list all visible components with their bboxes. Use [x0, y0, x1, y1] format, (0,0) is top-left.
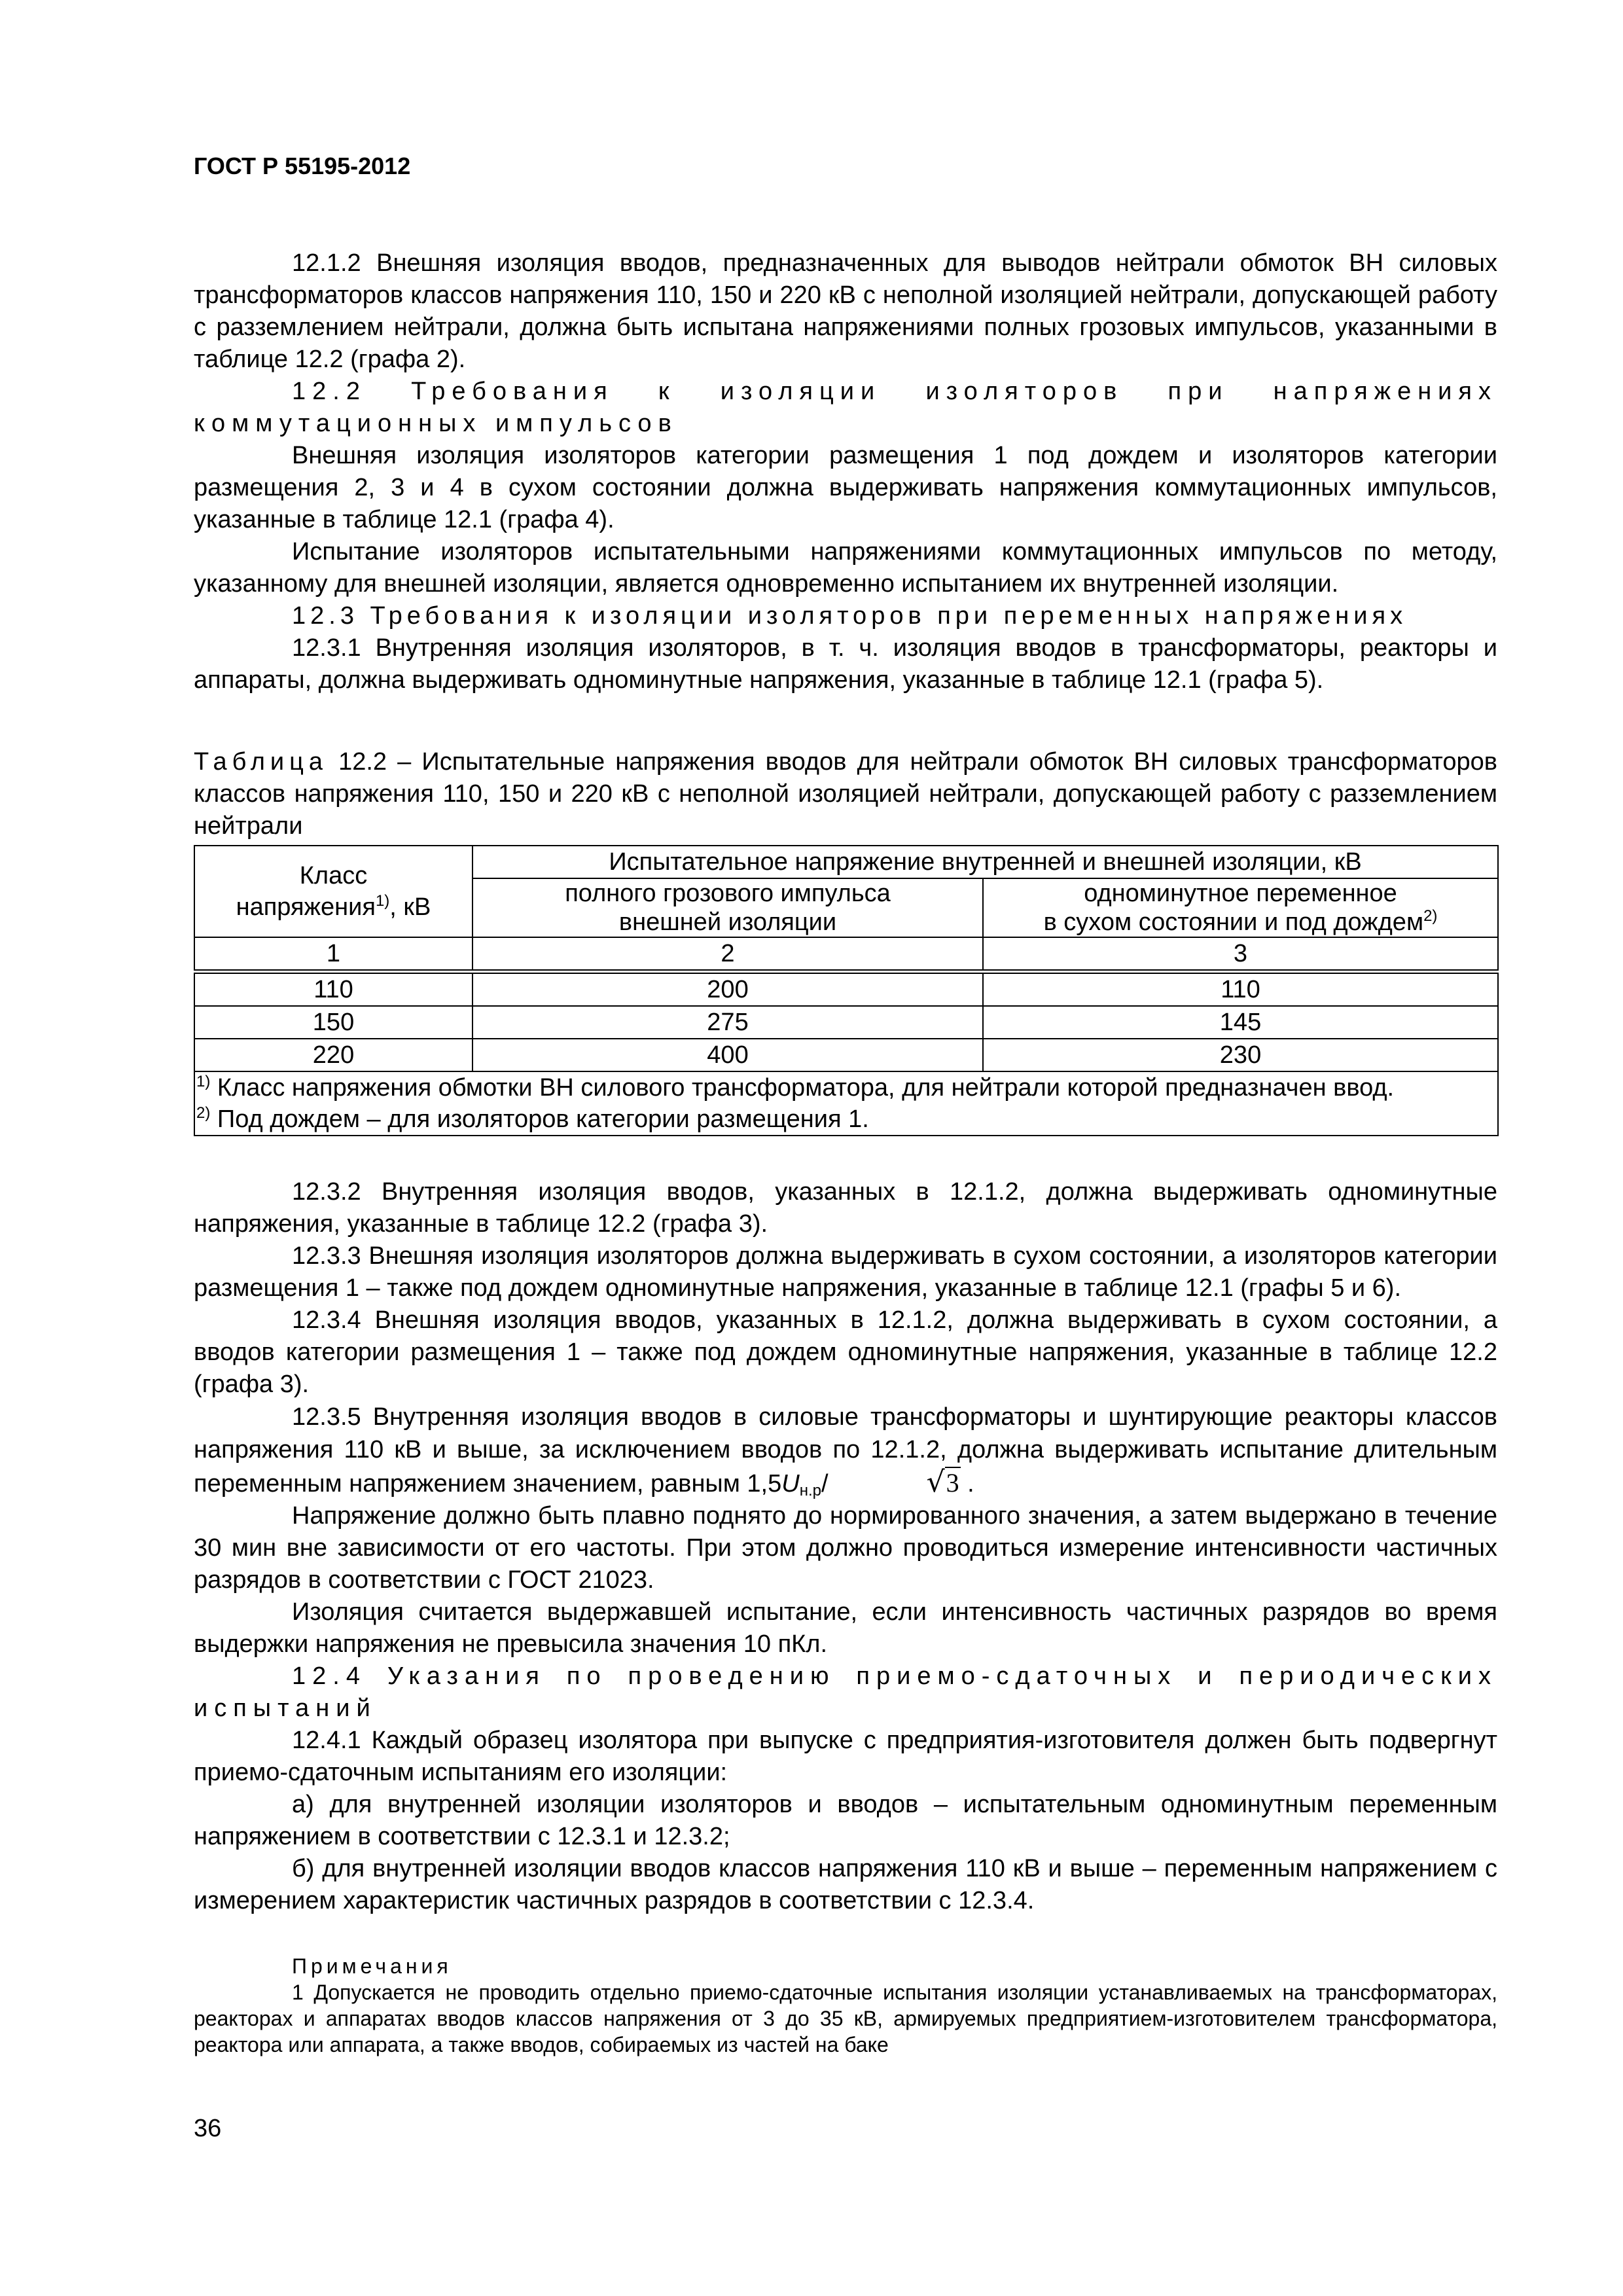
column-number: 2 — [473, 937, 983, 972]
square-root-formula: √3 — [926, 1465, 959, 1499]
col3-header — [983, 878, 1498, 937]
table-cell: 145 — [983, 1006, 1498, 1039]
paragraph-insulation-passed: Изоляция считается выдержавшей испытание, если интенсивность частичных разрядов во время выдержки напряжения не превысила значения 10 пКл. — [194, 1598, 1497, 1658]
notes-heading: Примечания — [292, 1954, 452, 1978]
voltage-subscript: н.р — [799, 1482, 821, 1499]
paragraph-12-3-5: 12.3.5 Внутренняя изоляция вводов в силовые трансформаторы и шунтирующие реакторы классов напряжения 110 кВ и выше, за исключением вводов по 12.1.2, должна выдерживать испытание длительным переменным напряжением значением, равным $1,5U_{н.р}/$ √3 . — [194, 1403, 1497, 1499]
col1-header-line1: Класс — [299, 862, 368, 889]
table-row — [194, 972, 1498, 1007]
paragraph-12-3-4: 12.3.4 Внешняя изоляция вводов, указанных в 12.1.2, должна выдерживать в сухом состоянии, а вводов категории размещения 1 – также под дождем одноминутные напряжения, указанные в таблице 12.2 (графа 3). — [194, 1306, 1497, 1398]
test-voltage-table — [194, 845, 1499, 1136]
paragraph-voltage-rise: Напряжение должно быть плавно поднято до нормированного значения, а затем выдержано в течение 30 мин вне зависимости от его частоты. При этом должно проводиться измерение интенсивности частичных разрядов в соответствии с ГОСТ 21023. — [194, 1502, 1497, 1594]
col2-header-line2: внешней изоляции — [618, 908, 837, 936]
table-row — [194, 1039, 1498, 1071]
notes-block — [194, 1953, 1497, 2058]
col1-header — [194, 846, 473, 937]
section-heading-12-3: 12.3 Требования к изоляции изоляторов при переменных напряжениях — [292, 602, 1408, 630]
table-cell: 200 — [473, 972, 983, 1007]
table-cell: 400 — [473, 1039, 983, 1071]
col3-header-line2: в сухом состоянии и под дождем — [1043, 908, 1424, 936]
col1-header-line2: напряжения — [236, 893, 376, 921]
table-footnote-2: $^{2)}$ Под дождем – для изоляторов категории размещения 1. — [196, 1104, 869, 1133]
column-number: 1 — [194, 937, 473, 972]
group-header: Испытательное напряжение внутренней и внешней изоляции, кВ — [473, 846, 1498, 878]
column-number: 3 — [983, 937, 1498, 972]
note-1: 1 Допускается не проводить отдельно приемо-сдаточные испытания изоляции устанавливаемых на трансформаторах, реакторах и аппаратах вводов классов напряжения от 3 до 35 кВ, армируемых предприятием-изготовителем трансформатора, реактора или аппарата, а также вводов, собираемых из частей на баке — [194, 1981, 1497, 2056]
page-number: 36 — [194, 2115, 222, 2142]
paragraph-12-4-1: 12.4.1 Каждый образец изолятора при выпуске с предприятия-изготовителя должен быть подвергнут приемо-сдаточным испытаниям его изоляции: — [194, 1727, 1497, 1786]
col2-header — [473, 878, 983, 937]
section-heading-12-4: 12.4 Указания по проведению приемо-сдаточных и периодических испытаний — [194, 1662, 1497, 1722]
table-footnote-1: $^{1)}$ Класс напряжения обмотки ВН силового трансформатора, для нейтрали которой предназначен ввод. — [196, 1073, 1395, 1102]
list-item-b: б) для внутренней изоляции вводов классов напряжения 110 кВ и выше – переменным напряжением с измерением характеристик частичных разрядов в соответствии с 12.3.4. — [194, 1855, 1497, 1914]
table-cell: 275 — [473, 1006, 983, 1039]
table-caption-label: Таблица — [194, 748, 328, 776]
document-header: ГОСТ Р 55195-2012 — [194, 152, 411, 179]
paragraph-external-insulation: Внешняя изоляция изоляторов категории размещения 1 под дождем и изоляторов категории размещения 2, 3 и 4 в сухом состоянии должна выдерживать напряжения коммутационных импульсов, указанные в таблице 12.1 (графа 4). — [194, 442, 1497, 533]
table-cell: 220 — [194, 1039, 473, 1071]
voltage-symbol: U — [781, 1470, 800, 1498]
table-footnotes — [194, 1071, 1498, 1136]
table-cell: 230 — [983, 1039, 1498, 1071]
list-item-a: а) для внутренней изоляции изоляторов и вводов – испытательным одноминутным переменным напряжением в соответствии с 12.3.1 и 12.3.2; — [194, 1791, 1497, 1850]
bottom-text-block — [194, 1176, 1497, 1917]
top-text-block — [194, 247, 1497, 696]
table-row — [194, 1006, 1498, 1039]
table-caption — [194, 746, 1497, 842]
paragraph-12-3-2: 12.3.2 Внутренняя изоляция вводов, указанных в 12.1.2, должна выдерживать одноминутные напряжения, указанные в таблице 12.2 (графа 3). — [194, 1178, 1497, 1238]
table-cell: 150 — [194, 1006, 473, 1039]
col2-header-line1: полного грозового импульса — [565, 880, 891, 907]
table-caption-text: 12.2 – Испытательные напряжения вводов для нейтрали обмоток ВН силовых трансформаторов классов напряжения 110, 150 и 220 кВ с неполной изоляцией нейтрали, допускающей работу с разземлением нейтрали — [194, 748, 1497, 840]
paragraph-12-3-1: 12.3.1 Внутренняя изоляция изоляторов, в т. ч. изоляция вводов в трансформаторы, реакторы и аппараты, должна выдерживать одноминутные напряжения, указанные в таблице 12.1 (графа 5). — [194, 634, 1497, 694]
table-cell: 110 — [983, 972, 1498, 1007]
paragraph-switching-impulse-test: Испытание изоляторов испытательными напряжениями коммутационных импульсов по методу, указанному для внешней изоляции, является одновременно испытанием их внутренней изоляции. — [194, 538, 1497, 598]
footnote-ref-2: 2) — [1423, 907, 1438, 925]
col1-header-unit: , кВ — [389, 893, 431, 921]
table-container — [194, 845, 1497, 1136]
footnote-ref-1: 1) — [375, 892, 390, 910]
paragraph-12-1-2: 12.1.2 Внешняя изоляция вводов, предназначенных для выводов нейтрали обмоток ВН силовых трансформаторов классов напряжения 110, 150 и 220 кВ с неполной изоляцией нейтрали, допускающей работу с разземлением нейтрали, должна быть испытана напряжениями полных грозовых импульсов, указанными в таблице 12.2 (графа 2). — [194, 249, 1497, 373]
col3-header-line1: одноминутное переменное — [1084, 880, 1397, 907]
section-heading-12-2: 12.2 Требования к изоляции изоляторов при напряжениях коммутационных импульсов — [194, 378, 1497, 437]
table-cell: 110 — [194, 972, 473, 1007]
paragraph-12-3-3: 12.3.3 Внешняя изоляция изоляторов должна выдерживать в сухом состоянии, а изоляторов категории размещения 1 – также под дождем одноминутные напряжения, указанные в таблице 12.1 (графы 5 и 6). — [194, 1242, 1497, 1302]
